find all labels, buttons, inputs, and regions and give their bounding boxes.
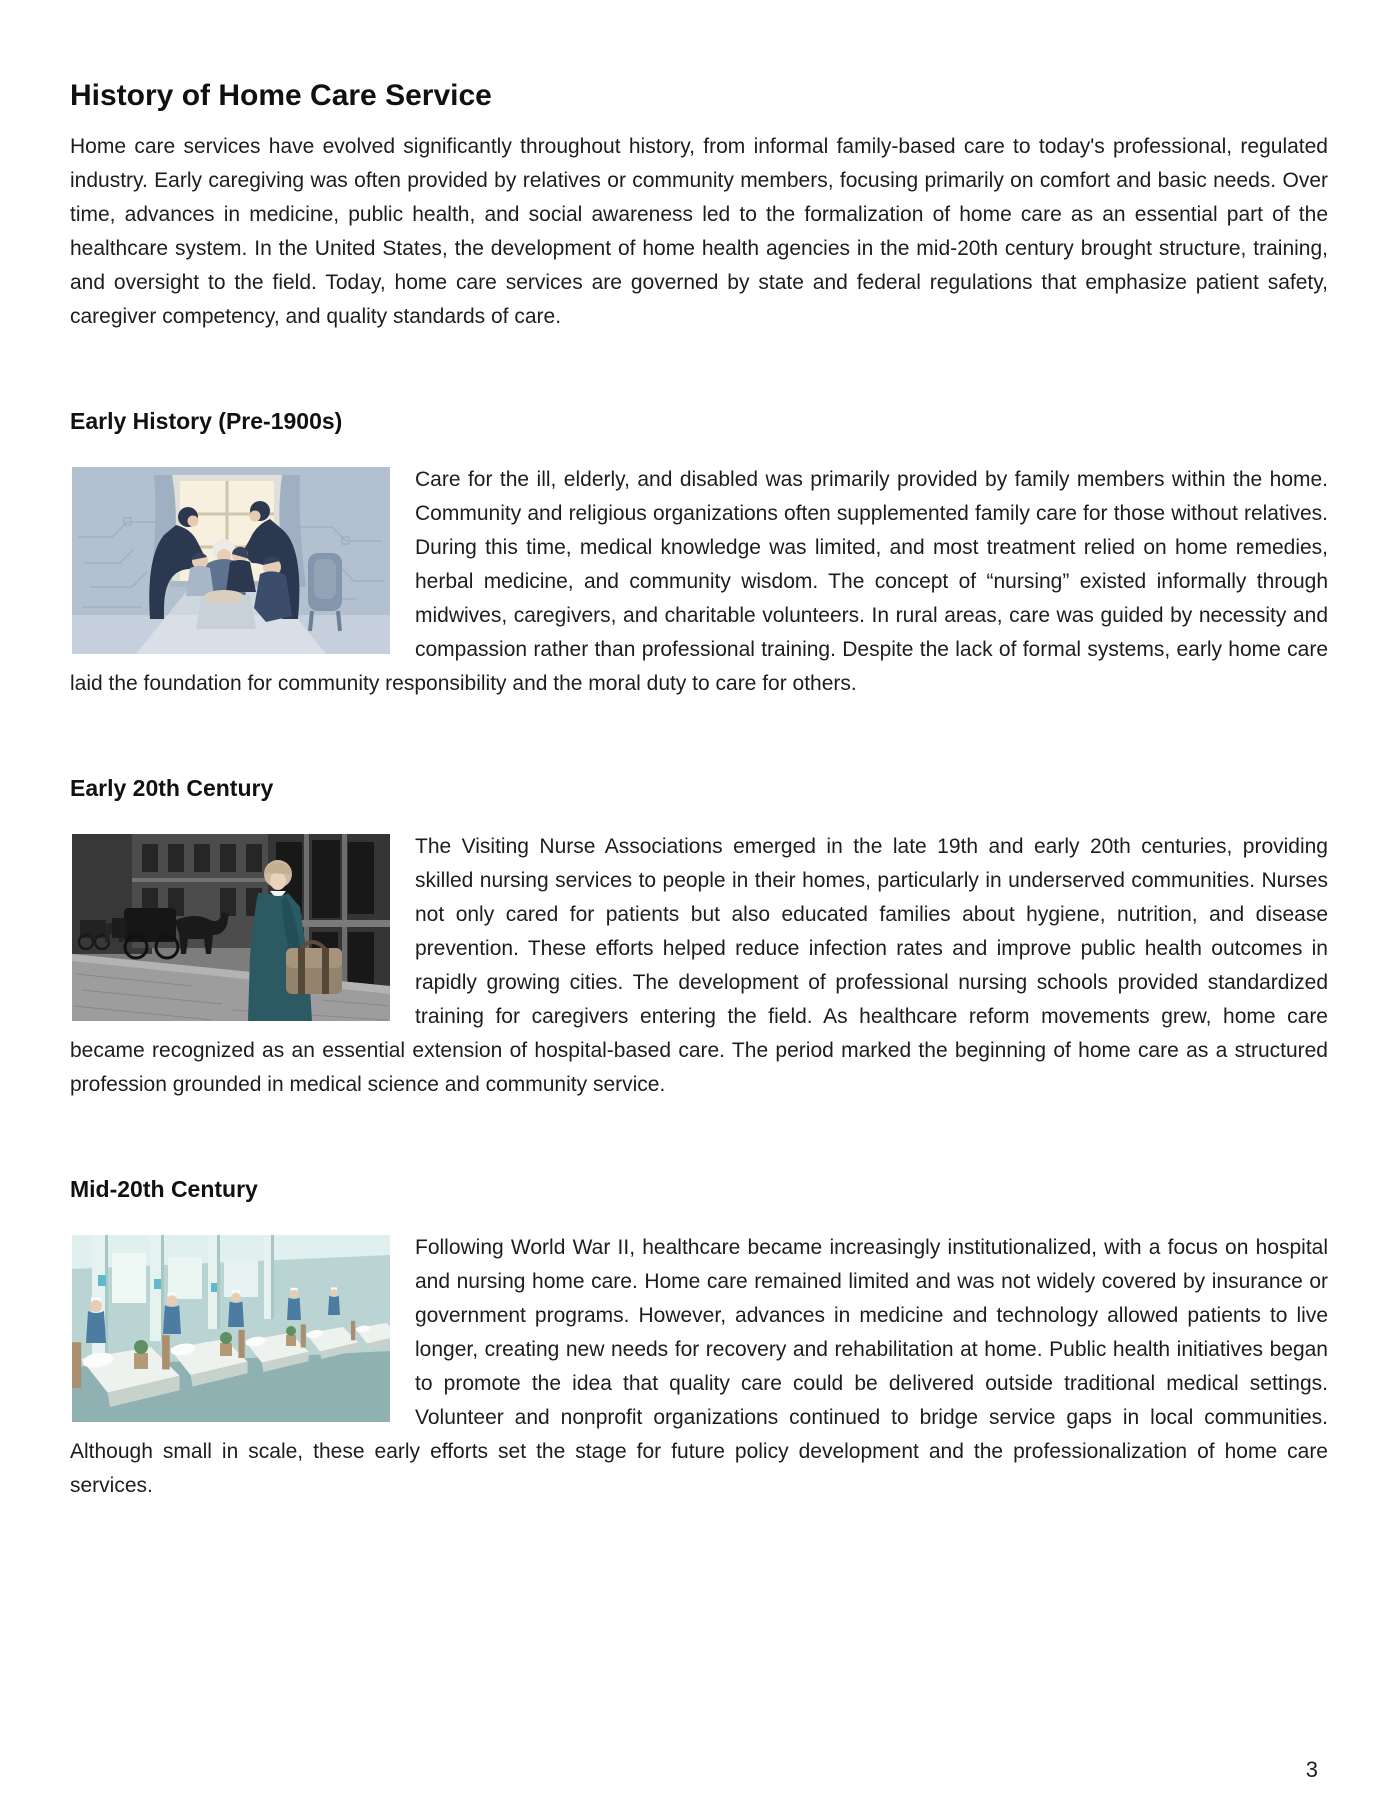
hospital-ward-photo-svg (72, 1235, 390, 1422)
family-caregiving-illustration (72, 467, 390, 654)
page-title: History of Home Care Service (70, 79, 492, 112)
section-heading-early-20th-century: Early 20th Century (70, 775, 274, 801)
section-paragraph-early-history: Care for the ill, elderly, and disabled was primarily provided by family members within the home. Community and religious organizations often supplemented family care for those without relatives. During this time, medical knowledge was limited, and most treatment relied on home remedies, herbal medicine, and community wisdom. The concept of “nursing” existed informally through midwives, caregivers, and charitable volunteers. In rural areas, care was guided by necessity and compassion rather than professional training. Despite the lack of formal systems, early home care laid the foundation for community responsibility and the moral duty to care for others. (70, 468, 1328, 695)
intro-paragraph: Home care services have evolved significantly throughout history, from informal family-based care to today's professional, regulated industry. Early caregiving was often provided by relatives or community members, focusing primarily on comfort and basic needs. Over time, advances in medicine, public health, and social awareness led to the formalization of home care as an essential part of the healthcare system. In the United States, the development of home health agencies in the mid-20th century brought structure, training, and oversight to the field. Today, home care services are governed by state and federal regulations that emphasize patient safety, caregiver competency, and quality standards of care. (70, 135, 1328, 328)
visiting-nurse-photo-svg (72, 834, 390, 1021)
section-heading-mid-20th-century: Mid-20th Century (70, 1176, 258, 1202)
page-number: 3 (1305, 1757, 1318, 1782)
section-paragraph-early-20th-century: The Visiting Nurse Associations emerged in the late 19th and early 20th centuries, providing skilled nursing services to people in their homes, particularly in underserved communities. Nurses not only cared for patients but also educated families about hygiene, nutrition, and disease prevention. These efforts helped reduce infection rates and improve public health outcomes in rapidly growing cities. The development of professional nursing schools provided standardized training for caregivers entering the field. As healthcare reform movements grew, home care became recognized as an essential extension of hospital-based care. The period marked the beginning of home care as a structured profession grounded in medical science and community service. (70, 835, 1328, 1096)
family-caregiving-illustration-svg (72, 467, 390, 654)
section-paragraph-mid-20th-century: Following World War II, healthcare became increasingly institutionalized, with a focus on hospital and nursing home care. Home care remained limited and was not widely covered by insurance or government programs. However, advances in medicine and technology allowed patients to live longer, creating new needs for recovery and rehabilitation at home. Public health initiatives began to promote the idea that quality care could be delivered outside traditional medical settings. Volunteer and nonprofit organizations continued to bridge service gaps in local communities. Although small in scale, these early efforts set the stage for future policy development and the professionalization of home care services. (70, 1236, 1328, 1497)
section-heading-early-history: Early History (Pre-1900s) (70, 408, 343, 434)
section-early-20th-century (70, 830, 1328, 1102)
visiting-nurse-photo (72, 834, 390, 1021)
section-early-history (70, 463, 1328, 701)
hospital-ward-photo (72, 1235, 390, 1422)
section-mid-20th-century (70, 1231, 1328, 1503)
